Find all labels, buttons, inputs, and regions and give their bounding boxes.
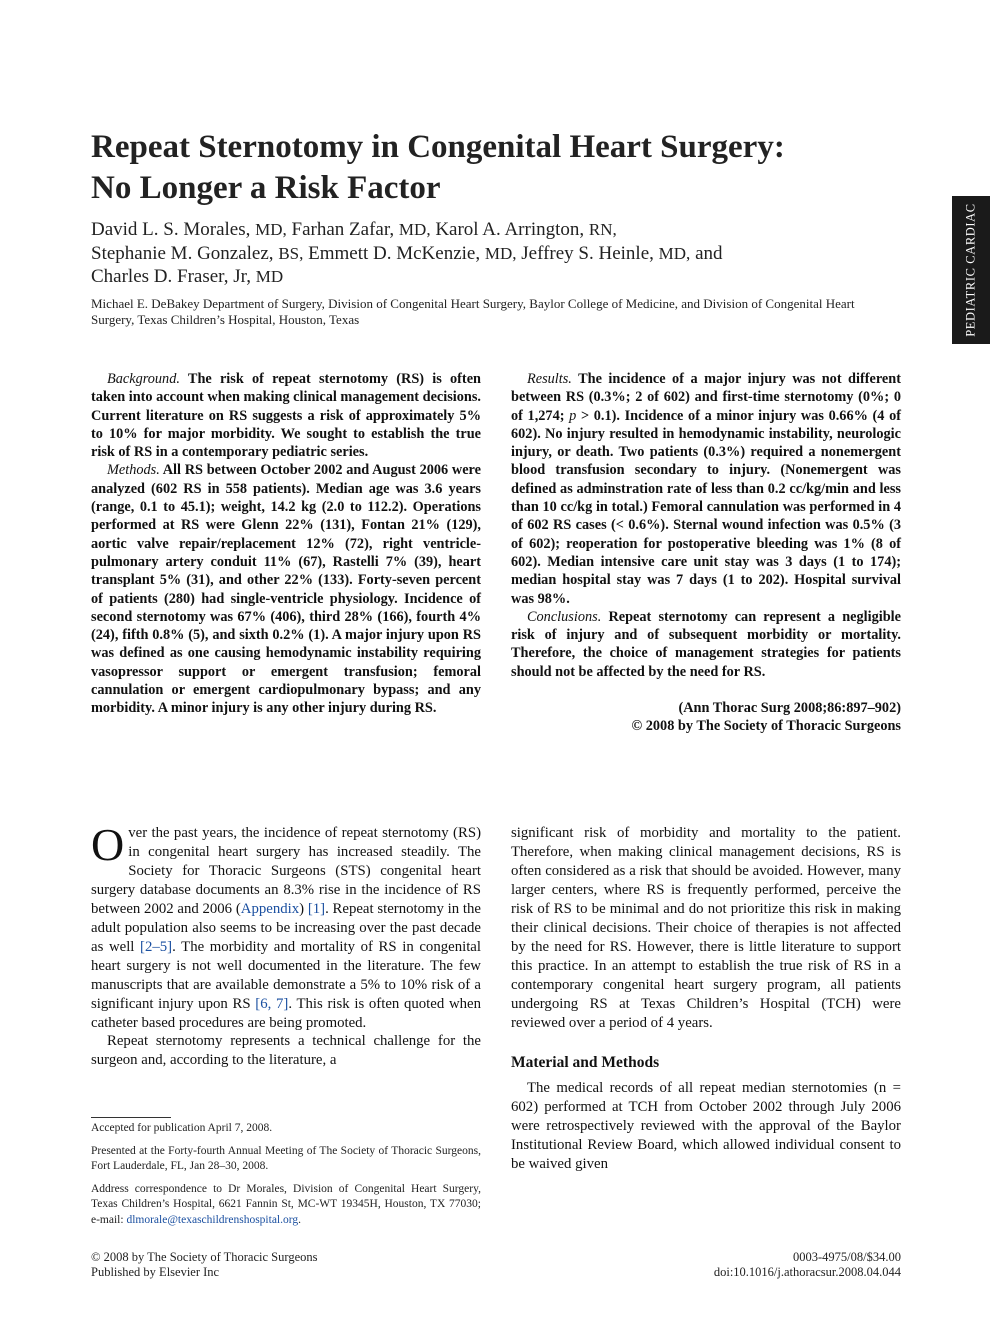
abstract-conclusions: Conclusions. Repeat sternotomy can represent a negligible risk of injury and of subsequent morbidity or mortality. Therefore, the choice of management strategies for patients should not be affected by the need for RS. xyxy=(511,608,901,680)
body-paragraph: Repeat sternotomy represents a technical challenge for the surgeon and, according to the literature, a xyxy=(91,1033,481,1069)
abstract-copyright: © 2008 by The Society of Thoracic Surgeons xyxy=(631,718,901,735)
footer-copyright: © 2008 by The Society of Thoracic Surgeons xyxy=(91,1250,318,1264)
abstract-left-column xyxy=(91,370,481,718)
footer-issn: 0003-4975/08/$34.00 xyxy=(793,1250,901,1264)
footnotes xyxy=(91,1121,481,1235)
reference-link[interactable]: [6, 7] xyxy=(255,995,289,1012)
author-name: Charles D. Fraser, Jr, xyxy=(91,266,251,287)
body-paragraph: significant risk of morbidity and mortality to the patient. Therefore, when making clinical management decisions, RS is often considered as a risk that should be avoided. However, many larger centers, where RS is frequently performed, perceive the risk of RS to be minimal and do not prioritize this risk in making their clinical decisions. Their choice of therapies is not affected by the need for RS. However, there is little literature to support this practice. In an attempt to establish the true risk of RS in a contemporary congenital heart surgery program, all patients undergoing RS at Texas Children’s Hospital (TCH) were reviewed over a period of 4 years. xyxy=(511,825,901,1031)
footnote-correspondence: Address correspondence to Dr Morales, Division of Congenital Heart Surgery, Texas Children’s Hospital, 6621 Fannin St, MC-WT 19345H, Houston, TX 77030; e-mail: dlmorale@texaschildrenshospital.org. xyxy=(91,1182,481,1226)
body-left-column xyxy=(91,819,482,1070)
abstract-right-column xyxy=(511,370,901,736)
author-name: Emmett D. McKenzie, xyxy=(308,242,481,264)
author-name: Farhan Zafar, xyxy=(291,219,395,240)
abstract-label: Conclusions. xyxy=(527,608,602,625)
footer-publisher: Published by Elsevier Inc xyxy=(91,1265,220,1279)
drop-cap: O xyxy=(91,819,125,870)
author-degree: MD xyxy=(255,267,284,286)
author-degree: MD, xyxy=(484,243,517,263)
page-footer-right xyxy=(714,1250,901,1280)
body-right-column xyxy=(511,824,901,1174)
author-name: Karol A. Arrington, xyxy=(435,219,585,240)
reference-link[interactable]: [2–5] xyxy=(140,938,173,955)
author-degree: MD, xyxy=(398,220,431,239)
section-heading: Material and Methods xyxy=(511,1054,660,1072)
author-degree: MD, xyxy=(255,220,287,239)
author-name: David L. S. Morales, xyxy=(91,219,251,240)
author-degree: RN, xyxy=(588,220,617,239)
section-tab xyxy=(952,196,990,344)
footer-doi: doi:10.1016/j.athoracsur.2008.04.044 xyxy=(713,1265,901,1279)
article-title xyxy=(91,127,891,209)
intro-paragraph: Over the past years, the incidence of repeat sternotomy (RS) in congenital heart surgery has increased steadily. The Society for Thoracic Surgeons (STS) congenital heart surgery database documents an 8.3% rise in the incidence of RS between 2002 and 2006 (Appendix) [1]. Repeat sternotomy in the adult population also seems to be increasing over the past decade as well [2–5]. The morbidity and mortality of RS in congenital heart surgery is not well documented in the literature. The few manuscripts that are available demonstrate a 5% to 10% risk of a significant injury upon RS [6, 7]. This risk is often quoted when catheter based procedures are being promoted. xyxy=(91,819,482,1031)
affiliation: Michael E. DeBakey Department of Surgery, Division of Congenital Heart Surgery, Baylor College of Medicine, and Division of Congenital Heart Surgery, Texas Children’s Hospital, Houston, Texas xyxy=(91,296,855,327)
abstract-results: Results. The incidence of a major injury was not different between RS (0.3%; 2 of 602) and first-time sternotomy (0%; 0 of 1,274; p > 0.1). Incidence of a minor injury was 0.66% (4 of 602). No injury resulted in hemodynamic instability, neurologic injury, or death. Two patients (0.3%) required a nonemergent blood transfusion secondary to injury. (Nonemergent was defined as adminstration rate of less than 0.2 cc/kg/min and less than 10 cc/kg in total.) Femoral cannulation was performed in 4 of 602 RS cases (< 0.6%). Sternal wound infection was 0.5% (3 of 602); reoperation for postoperative bleeding was 1% (8 of 602). Median intensive care unit stay was 3 days (1 to 174); median hospital stay was 7 days (1 to 202). Hospital survival was 98%. xyxy=(511,371,902,607)
abstract-label: Background. xyxy=(107,371,180,387)
author-degree: MD, xyxy=(658,243,691,263)
abstract-label: Results. xyxy=(527,371,572,387)
body-paragraph: The medical records of all repeat median sternotomies (n = 602) performed at TCH from October 2002 through July 2006 were retrospectively reviewed with the approval of the Baylor Institutional Review Board, which allowed individual consent to be waived given xyxy=(511,1080,901,1173)
author-degree: BS, xyxy=(278,243,304,263)
author-list xyxy=(91,218,891,289)
reference-link[interactable]: [1] xyxy=(307,900,326,917)
section-tab-label: PEDIATRIC CARDIAC xyxy=(963,203,978,337)
title-line-1: Repeat Sternotomy in Congenital Heart Surgery: xyxy=(91,129,785,165)
author-conjunction: and xyxy=(695,242,723,264)
abstract-methods: Methods. All RS between October 2002 and August 2006 were analyzed (602 RS in 558 patients). Median age was 3.6 years (range, 0.1 to 45.1); weight, 14.2 kg (2.0 to 112.2). Operations performed at RS were Glenn 22% (131), Fontan 21% (129), aortic valve repair/replacement 12% (72), right ventricle-pulmonary artery conduit 11% (67), Rastelli 7% (39), heart transplant 5% (31), and other 22% (133). Forty-seven percent of patients (280) had single-ventricle physiology. Incidence of second sternotomy was 67% (406), third 28% (166), fourth 4% (24), fifth 0.8% (5), and sixth 0.2% (1). A major injury upon RS was defined as one causing hemodynamic instability requiring vasopressor support or emergent transfusion; femoral cannulation or emergent cardiopulmonary bypass; and any morbidity. A minor injury is any other injury during RS. xyxy=(91,462,481,717)
footnote-divider xyxy=(91,1117,171,1118)
email-link[interactable]: dlmorale@texaschildrenshospital.org xyxy=(126,1213,299,1226)
footnote-presented: Presented at the Forty-fourth Annual Meeting of The Society of Thoracic Surgeons, Fort Lauderdale, FL, Jan 28–30, 2008. xyxy=(91,1144,481,1172)
abstract-background: Background. The risk of repeat sternotomy (RS) is often taken into account when making clinical management decisions. Current literature on RS suggests a risk of approximately 5% to 10% for major morbidity. We sought to establish the true risk of RS in a contemporary pediatric series. xyxy=(91,371,482,461)
author-name: Stephanie M. Gonzalez, xyxy=(91,242,274,264)
page-footer-left xyxy=(91,1250,317,1280)
author-name: Jeffrey S. Heinle, xyxy=(521,242,654,264)
title-line-2: No Longer a Risk Factor xyxy=(91,170,441,206)
footnote-accepted: Accepted for publication April 7, 2008. xyxy=(91,1122,273,1134)
citation-block xyxy=(511,699,901,736)
appendix-link[interactable]: Appendix xyxy=(240,900,300,917)
abstract-label: Methods. xyxy=(107,462,160,479)
journal-citation: (Ann Thorac Surg 2008;86:897–902) xyxy=(678,700,901,717)
